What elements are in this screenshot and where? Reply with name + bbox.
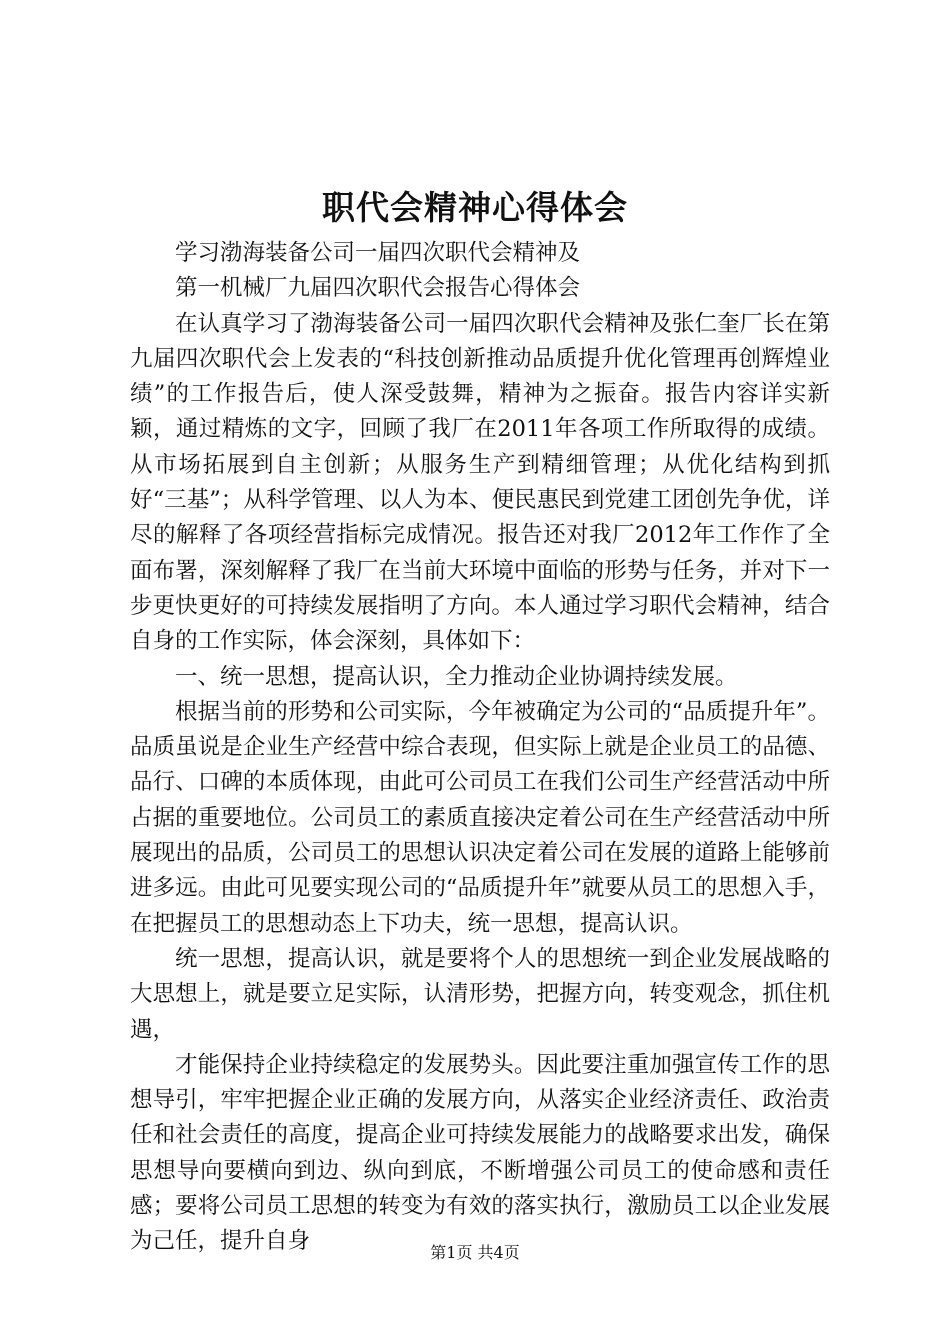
subtitle-line-1: 学习渤海装备公司一届四次职代会精神及 — [175, 240, 581, 266]
page-number-footer: 第1页 共4页 — [430, 1243, 520, 1262]
document-body — [130, 236, 830, 1260]
body-paragraph: 才能保持企业持续稳定的发展势头。因此要注重加强宣传工作的思想导引，牢牢把握企业正确的发展方向，从落实企业经济责任、政治责任和社会责任的高度，提高企业可持续发展能力的战略要求出发，确保思想导向要横向到边、纵向到底，不断增强公司员工的使命感和责任感；要将公司员工思想的转变为有效的落实执行，激励员工以企业发展为己任，提升自身 — [130, 1051, 830, 1255]
subtitle-line-2: 第一机械厂九届四次职代会报告心得体会 — [175, 275, 581, 302]
section-heading: 一、统一思想，提高认识，全力推动企业协调持续发展。 — [175, 663, 738, 690]
body-paragraph: 统一思想，提高认识，就是要将个人的思想统一到企业发展战略的大思想上，就是要立足实际，认清形势，把握方向，转变观念，抓住机遇， — [130, 945, 830, 1043]
body-paragraph: 在认真学习了渤海装备公司一届四次职代会精神及张仁奎厂长在第九届四次职代会上发表的“科技创新推动品质提升优化管理再创辉煌业绩”的工作报告后，使人深受鼓舞，精神为之振奋。报告内容详实新颖，通过精炼的文字，回顾了我厂在2011年各项工作所取得的成绩。从市场拓展到自主创新；从服务生产到精细管理；从优化结构到抓好“三基”；从科学管理、以人为本、便民惠民到党建工团创先争优，详尽的解释了各项经营指标完成情况。报告还对我厂2012年工作作了全面布署，深刻解释了我厂在当前大环境中面临的形势与任务，并对下一步更快更好的可持续发展指明了方向。本人通过学习职代会精神，结合自身的工作实际，体会深刻，具体如下： — [130, 310, 830, 655]
document-title: 职代会精神心得体会 — [322, 188, 628, 227]
body-paragraph: 根据当前的形势和公司实际，今年被确定为公司的“品质提升年”。品质虽说是企业生产经营中综合表现，但实际上就是企业员工的品德、品行、口碑的本质体现，由此可公司员工在我们公司生产经营活动中所占据的重要地位。公司员工的素质直接决定着公司在生产经营活动中所展现出的品质，公司员工的思想认识决定着公司在发展的道路上能够前进多远。由此可见要实现公司的“品质提升年”就要从员工的思想入手，在把握员工的思想动态上下功夫，统一思想，提高认识。 — [130, 698, 830, 937]
